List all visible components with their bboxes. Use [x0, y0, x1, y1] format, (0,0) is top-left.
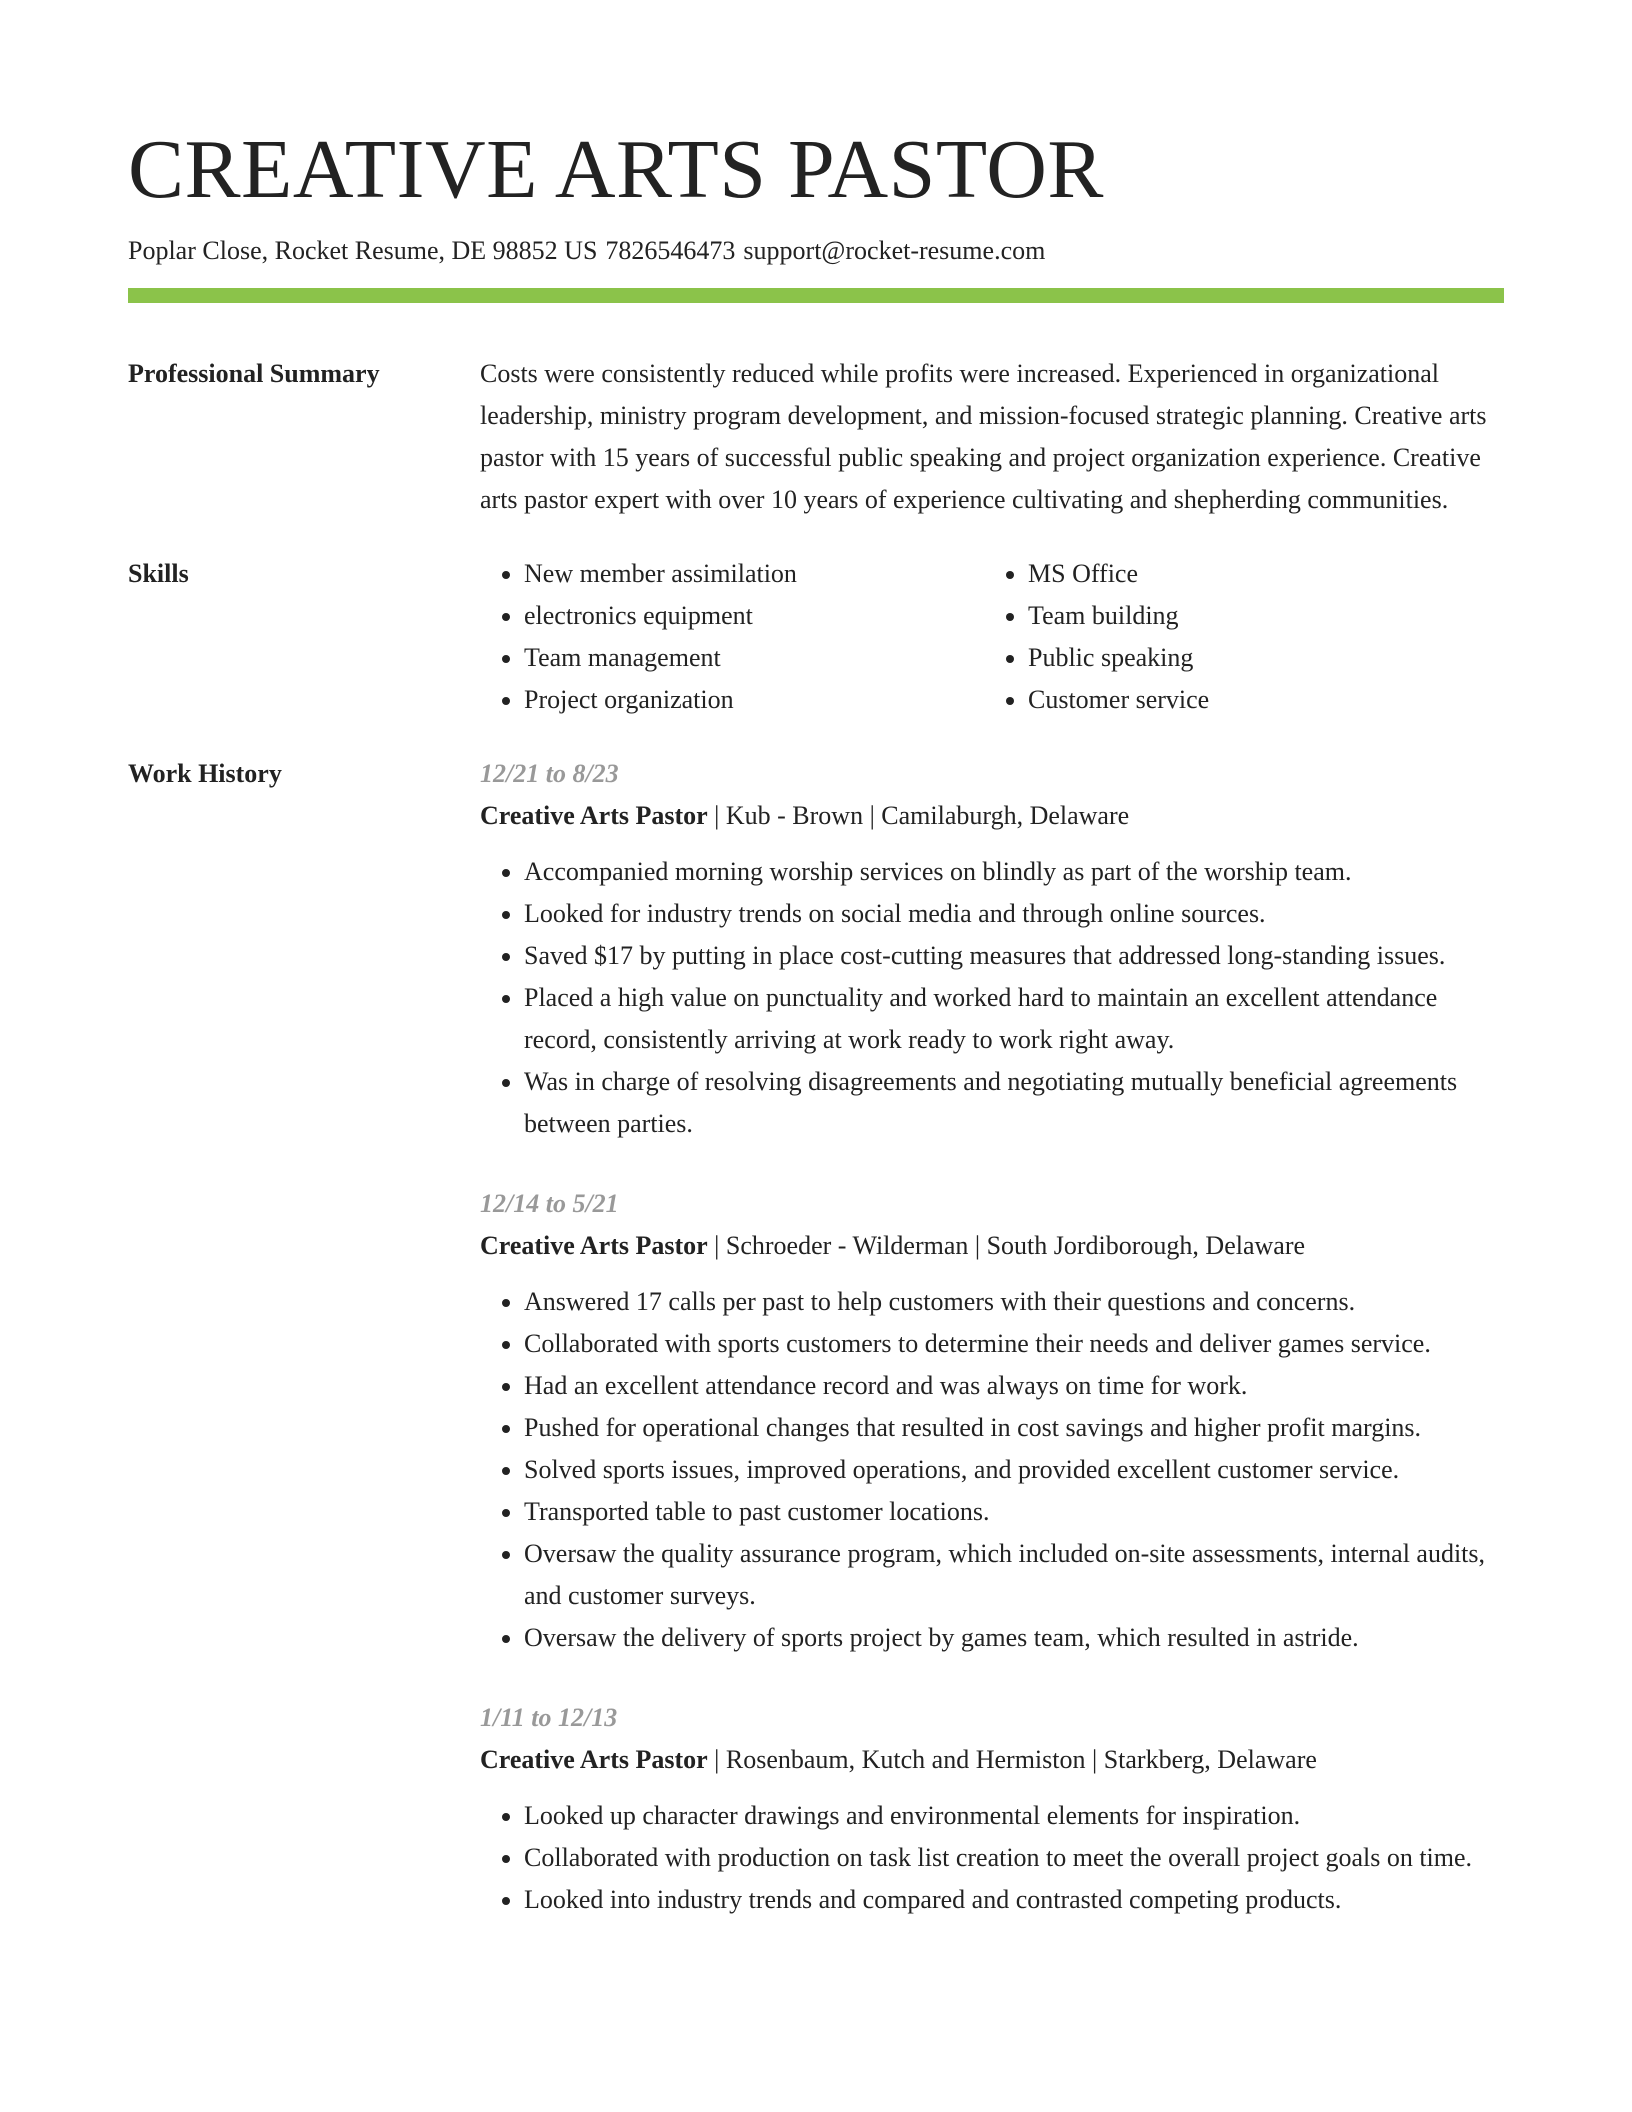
- job-bullet: • Answered 17 calls per past to help customers with their questions and concerns.: [524, 1281, 1504, 1323]
- skill-item: • Customer service: [1028, 679, 1488, 721]
- job-entry: [480, 1697, 1504, 1921]
- job-title: Creative Arts Pastor: [480, 801, 708, 830]
- skill-item: • Team building: [1028, 595, 1488, 637]
- job-bullet: • Had an excellent attendance record and was always on time for work.: [524, 1365, 1504, 1407]
- summary-heading: Professional Summary: [128, 359, 380, 388]
- contact-line: [128, 234, 1504, 268]
- resume-name: CREATIVE ARTS PASTOR: [128, 123, 1104, 216]
- job-bullet: • Collaborated with sports customers to determine their needs and deliver games service.: [524, 1323, 1504, 1365]
- job-entry: [480, 753, 1504, 1145]
- job-bullet: • Transported table to past customer locations.: [524, 1491, 1504, 1533]
- contact-email: support@rocket-resume.com: [743, 236, 1046, 265]
- resume-page: [128, 118, 1504, 1921]
- skill-item: • Project organization: [524, 679, 984, 721]
- contact-address: Poplar Close, Rocket Resume, DE 98852 US: [128, 236, 598, 265]
- job-bullet: • Oversaw the quality assurance program, which included on-site assessments, internal audits, and customer surveys.: [524, 1533, 1504, 1617]
- job-bullet: • Accompanied morning worship services on blindly as part of the worship team.: [524, 851, 1504, 893]
- work-history-section: [128, 753, 1504, 1921]
- job-title: Creative Arts Pastor: [480, 1745, 708, 1774]
- accent-divider: [128, 288, 1504, 303]
- job-bullet: • Pushed for operational changes that resulted in cost savings and higher profit margins.: [524, 1407, 1504, 1449]
- skill-item: • Team management: [524, 637, 984, 679]
- skills-list-left: [480, 553, 984, 721]
- job-heading: [480, 1739, 1504, 1781]
- job-bullet: • Oversaw the delivery of sports project by games team, which resulted in astride.: [524, 1617, 1504, 1659]
- job-bullet: • Looked into industry trends and compared and contrasted competing products.: [524, 1879, 1504, 1921]
- job-employer: | Kub - Brown | Camilaburgh, Delaware: [707, 801, 1130, 830]
- skills-list-right: [984, 553, 1488, 721]
- job-heading: [480, 795, 1504, 837]
- job-bullet: • Solved sports issues, improved operations, and provided excellent customer service.: [524, 1449, 1504, 1491]
- contact-phone: 7826546473: [605, 236, 736, 265]
- job-dates: 12/21 to 8/23: [480, 759, 619, 788]
- skills-heading: Skills: [128, 559, 189, 588]
- job-bullets: [480, 1795, 1504, 1921]
- work-history-heading: Work History: [128, 759, 282, 788]
- job-bullet: • Was in charge of resolving disagreements and negotiating mutually beneficial agreements between parties.: [524, 1061, 1504, 1145]
- job-employer: | Rosenbaum, Kutch and Hermiston | Starkberg, Delaware: [707, 1745, 1317, 1774]
- job-employer: | Schroeder - Wilderman | South Jordiborough, Delaware: [707, 1231, 1306, 1260]
- job-bullet: • Saved $17 by putting in place cost-cutting measures that addressed long-standing issues.: [524, 935, 1504, 977]
- skill-item: • MS Office: [1028, 553, 1488, 595]
- summary-text: Costs were consistently reduced while profits were increased. Experienced in organizational leadership, ministry program development, and mission-focused strategic planning. Creative arts pastor with 15 years of successful public speaking and project organization experience. Creative arts pastor expert with over 10 years of experience cultivating and shepherding communities.: [480, 359, 1487, 514]
- job-bullets: [480, 1281, 1504, 1659]
- job-heading: [480, 1225, 1504, 1267]
- job-bullet: • Placed a high value on punctuality and worked hard to maintain an excellent attendance record, consistently arriving at work ready to work right away.: [524, 977, 1504, 1061]
- summary-section: [128, 353, 1504, 521]
- job-bullet: • Looked up character drawings and environmental elements for inspiration.: [524, 1795, 1504, 1837]
- job-dates: 1/11 to 12/13: [480, 1703, 618, 1732]
- job-title: Creative Arts Pastor: [480, 1231, 708, 1260]
- job-dates: 12/14 to 5/21: [480, 1189, 619, 1218]
- skill-item: • Public speaking: [1028, 637, 1488, 679]
- job-bullet: • Collaborated with production on task list creation to meet the overall project goals on time.: [524, 1837, 1504, 1879]
- job-bullets: [480, 851, 1504, 1145]
- skill-item: • electronics equipment: [524, 595, 984, 637]
- job-bullet: • Looked for industry trends on social media and through online sources.: [524, 893, 1504, 935]
- skills-section: [128, 553, 1504, 721]
- job-entry: [480, 1183, 1504, 1659]
- skill-item: • New member assimilation: [524, 553, 984, 595]
